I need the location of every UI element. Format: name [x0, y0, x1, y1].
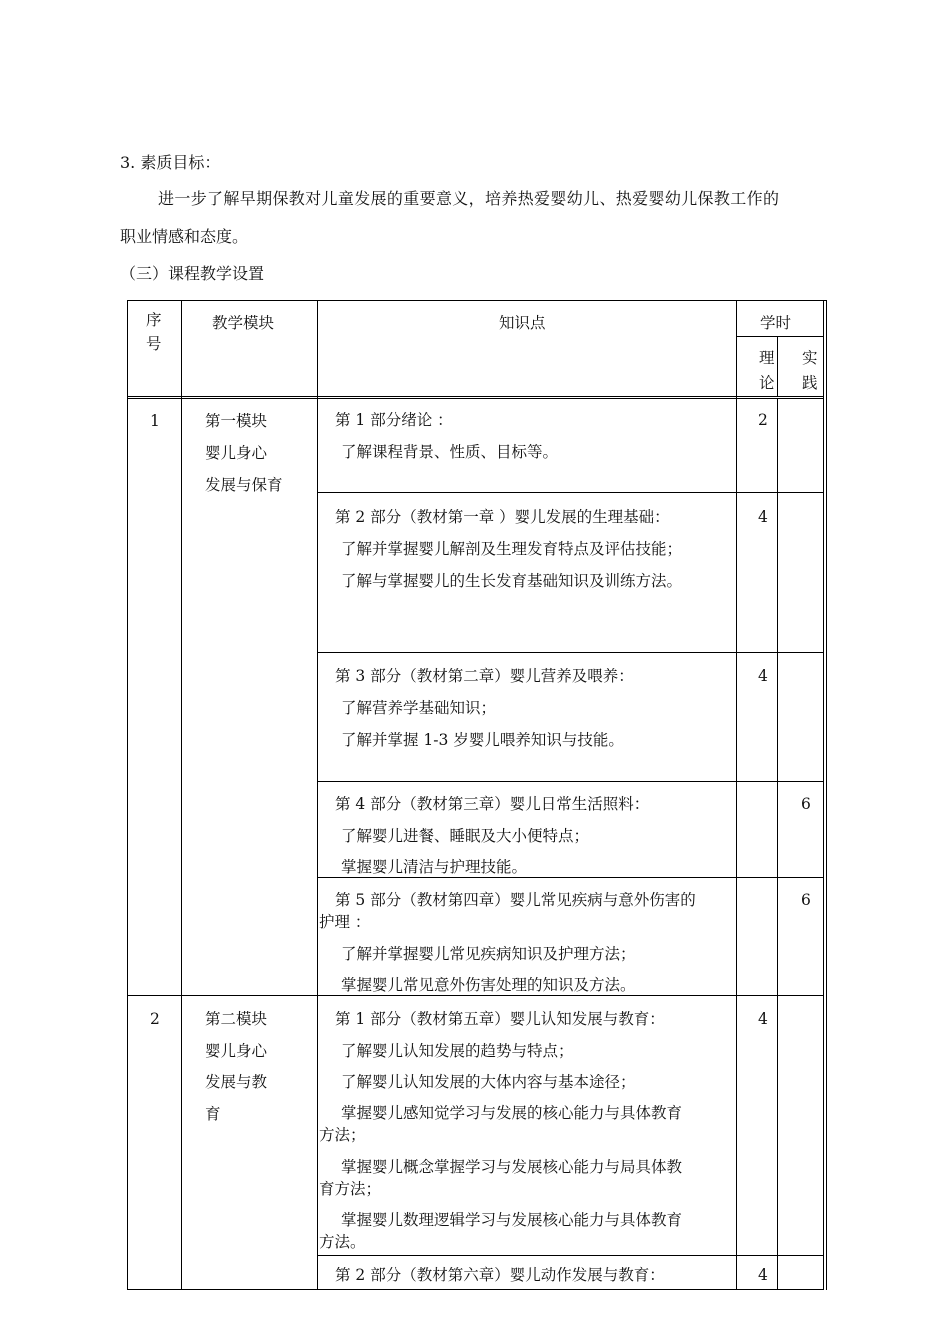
row-line-4: [317, 877, 824, 878]
header-bottom-line-2: [127, 398, 824, 399]
m1-part5-line-4: 掌握婴儿常见意外伤害处理的知识及方法。: [341, 976, 636, 994]
module-2-name-line-4: 育: [205, 1105, 221, 1123]
table-border-top: [127, 300, 827, 301]
m1-part5-line-3: 了解并掌握婴儿常见疾病知识及护理方法；: [341, 945, 636, 963]
m1-part1-line-1: 第 1 部分绪论 ：: [335, 411, 453, 429]
table-border-left: [127, 300, 128, 1290]
m1-part4-practice: 6: [801, 795, 811, 813]
module-2-name-line-3: 发展与教: [205, 1073, 268, 1091]
m1-part2-line-3: 了解与掌握婴儿的生长发育基础知识及训练方法。: [341, 572, 683, 590]
m2-part1-line-5: 方法；: [319, 1126, 366, 1144]
m1-part3-line-1: 第 3 部分（教材第二章）婴儿营养及喂养：: [335, 667, 634, 685]
table-border-right: [823, 300, 824, 1290]
module-2-name-line-1: 第二模块: [205, 1010, 268, 1028]
m1-part4-line-1: 第 4 部分（教材第三章）婴儿日常生活照料：: [335, 795, 650, 813]
m1-part1-theory: 2: [758, 411, 768, 429]
m2-part1-line-9: 方法。: [319, 1233, 366, 1251]
m1-part2-line-2: 了解并掌握婴儿解剖及生理发育特点及评估技能；: [341, 540, 683, 558]
m1-part4-line-3: 掌握婴儿清洁与护理技能。: [341, 858, 528, 876]
m2-part1-line-8: 掌握婴儿数理逻辑学习与发展核心能力与具体教育: [341, 1211, 683, 1229]
m2-part1-line-2: 了解婴儿认知发展的趋势与特点；: [341, 1042, 574, 1060]
header-seq-1: 序: [146, 311, 162, 329]
row-line-1: [317, 492, 824, 493]
m2-part1-line-7: 育方法；: [319, 1180, 382, 1198]
header-module: 教学模块: [212, 314, 275, 332]
m2-part1-line-4: 掌握婴儿感知觉学习与发展的核心能力与具体教育: [341, 1104, 683, 1122]
m1-part4-line-2: 了解婴儿进餐、睡眠及大小便特点；: [341, 827, 590, 845]
intro-paragraph-line-1: 进一步了解早期保教对儿童发展的重要意义，培养热爱婴幼儿、热爱婴幼儿保教工作的: [158, 189, 780, 208]
col-sep-knowledge: [736, 300, 737, 1290]
header-theory-1: 理: [759, 349, 775, 367]
header-sub-line: [736, 336, 824, 337]
header-seq-2: 号: [146, 335, 162, 353]
col-sep-theory: [777, 336, 778, 396]
m1-part2-line-1: 第 2 部分（教材第一章 ）婴儿发展的生理基础：: [335, 508, 670, 526]
module-1-seq: 1: [150, 412, 160, 430]
module-separator-line: [127, 995, 824, 996]
m2-part1-theory: 4: [758, 1010, 768, 1028]
module-1-name-line-2: 婴儿身心: [205, 444, 268, 462]
row-line-2: [317, 652, 824, 653]
m1-part5-line-2: 护理 ：: [319, 913, 371, 931]
table-border-right-outer: [826, 300, 827, 1290]
m1-part3-line-3: 了解并掌握 1-3 岁婴儿喂养知识与技能。: [341, 731, 624, 749]
header-hours: 学时: [760, 314, 792, 332]
m1-part5-line-1: 第 5 部分（教材第四章）婴儿常见疾病与意外伤害的: [335, 891, 696, 909]
col-sep-module: [317, 300, 318, 1290]
intro-paragraph-line-2: 职业情感和态度。: [120, 227, 249, 246]
m1-part1-line-2: 了解课程背景、性质、目标等。: [341, 443, 559, 461]
section-heading: 3. 素质目标：: [120, 153, 221, 172]
module-2-seq: 2: [150, 1010, 160, 1028]
header-practice-2: 践: [802, 374, 818, 392]
module-1-name-line-3: 发展与保育: [205, 476, 283, 494]
module-1-name-line-1: 第一模块: [205, 412, 268, 430]
m1-part2-theory: 4: [758, 508, 768, 526]
header-theory-2: 论: [759, 374, 775, 392]
col-sep-seq: [181, 300, 182, 1290]
table-border-bottom: [127, 1289, 824, 1290]
row-line-3: [317, 781, 824, 782]
m1-part5-practice: 6: [801, 891, 811, 909]
m2-part2-line-1: 第 2 部分（教材第六章）婴儿动作发展与教育：: [335, 1266, 665, 1284]
section-title: （三）课程教学设置: [120, 264, 265, 283]
m2-part1-line-3: 了解婴儿认知发展的大体内容与基本途径；: [341, 1073, 636, 1091]
m2-part1-line-6: 掌握婴儿概念掌握学习与发展核心能力与局具体教: [341, 1158, 683, 1176]
m2-part2-theory: 4: [758, 1266, 768, 1284]
header-knowledge: 知识点: [499, 314, 546, 332]
header-bottom-line: [127, 396, 824, 397]
m1-part3-theory: 4: [758, 667, 768, 685]
header-practice-1: 实: [802, 349, 818, 367]
m1-part3-line-2: 了解营养学基础知识；: [341, 699, 497, 717]
module-2-name-line-2: 婴儿身心: [205, 1042, 268, 1060]
m2-part1-line-1: 第 1 部分（教材第五章）婴儿认知发展与教育：: [335, 1010, 665, 1028]
row-line-5: [317, 1255, 824, 1256]
col-sep-theory-body: [777, 398, 778, 1290]
